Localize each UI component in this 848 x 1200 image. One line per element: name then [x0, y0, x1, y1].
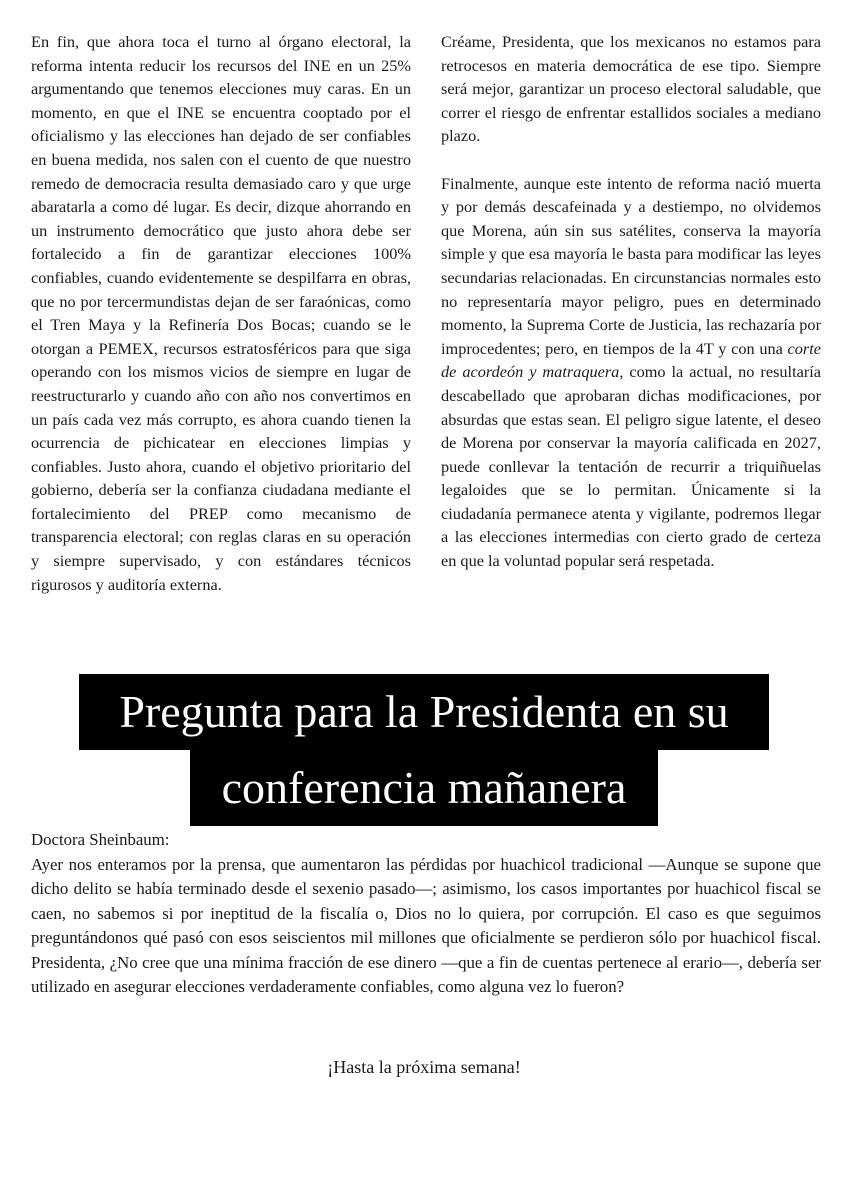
- question-salutation: Doctora Sheinbaum:: [31, 830, 170, 849]
- section-banner: [0, 674, 848, 826]
- right-paragraph-2-start: Finalmente, aunque este intento de reforma nació muerta y por demás descafeinada y a destiempo, no olvidemos que Morena, aún sin sus satélites, conserva la mayoría simple y que esa mayoría le basta para modificar las leyes secundarias relacionadas. En circunstancias normales esto no representaría mayor peligro, pues en determinado momento, la Suprema Corte de Justicia, las rechazaría por improcedentes; pero, en tiempos de la 4T y con una: [441, 173, 821, 358]
- question-body: Ayer nos enteramos por la prensa, que aumentaron las pérdidas por huachicol tradicional —Aunque se supone que dicho delito se había terminado desde el sexenio pasado—; asimismo, los casos importantes por huachicol fiscal se caen, no sabemos si por ineptitud de la fiscalía o, Dios no lo quiera, por corrupción. El caso es que seguimos preguntándonos qué pasó con esos seiscientos mil millones que oficialmente se perdieron sólo por huachicol fiscal. Presidenta, ¿No cree que una mínima fracción de ese dinero —que a fin de cuentas pertenece al erario—, debería ser utilizado en asegurar elecciones verdaderamente confiables, como alguna vez lo fueron?: [31, 854, 821, 996]
- left-paragraph-1: En fin, que ahora toca el turno al órgano electoral, la reforma intenta reducir los recursos del INE en un 25% argumentando que tenemos elecciones muy caras. En un momento, en que el INE se encuentra cooptado por el oficialismo y las elecciones han dejado de ser confiables en buena medida, nos salen con el cuento de que nuestro remedo de democracia resulta demasiado caro y que urge abaratarla a como dé lugar. Es decir, dizque ahorrando en un instrumento democrático que justo ahora debe ser fortalecido a fin de garantizar elecciones 100% confiables, cuando evidentemente se despilfarra en obras, que no por tercermundistas dejan de ser faraónicas, como el Tren Maya y la Refinería Dos Bocas; cuando se le otorgan a PEMEX, recursos estratosféricos para que siga operando con los mismos vicios de siempre en lugar de reestructurarlo y cuando año con año nos convertimos en un país cada vez más corrupto, es ahora cuando tienen la ocurrencia de pichicatear en elecciones limpias y confiables. Justo ahora, cuando el objetivo prioritario del gobierno, debería ser la confianza ciudadana mediante el fortalecimiento del PREP como mecanismo de transparencia electoral; con reglas claras en su operación y siempre supervisado, y con estándares técnicos rigurosos y auditoría externa.: [31, 32, 411, 594]
- banner-line-2: conferencia mañanera: [190, 750, 659, 826]
- right-paragraph-1: Créame, Presidenta, que los mexicanos no estamos para retrocesos en materia democrática de ese tipo. Siempre será mejor, garantizar un proceso electoral saludable, que correr el riesgo de enfrentar estallidos sociales a mediano plazo.: [441, 32, 821, 146]
- question-section: [31, 828, 821, 1000]
- right-column: [441, 30, 821, 596]
- right-paragraph-2-emphasis: corte de acordeón y matraquera: [441, 338, 821, 382]
- right-paragraph-2: [441, 172, 821, 573]
- right-paragraph-2-end: , como la actual, no resultaría descabellado que aprobaran dichas modificaciones, por absurdas que estas sean. El peligro sigue latente, el deseo de Morena por conservar la mayoría calificada en 2027, puede conllevar la tentación de recurrir a triquiñuelas legaloides que se lo permitan. Únicamente si la ciudadanía permanece atenta y vigilante, podremos llegar a las elecciones intermedias con cierto grado de certeza en que la voluntad popular será respetada.: [441, 362, 821, 571]
- left-column: [31, 30, 411, 596]
- two-column-article: [31, 30, 821, 596]
- banner-line-1: Pregunta para la Presidenta en su: [79, 674, 769, 750]
- closing-line: ¡Hasta la próxima semana!: [327, 1057, 521, 1077]
